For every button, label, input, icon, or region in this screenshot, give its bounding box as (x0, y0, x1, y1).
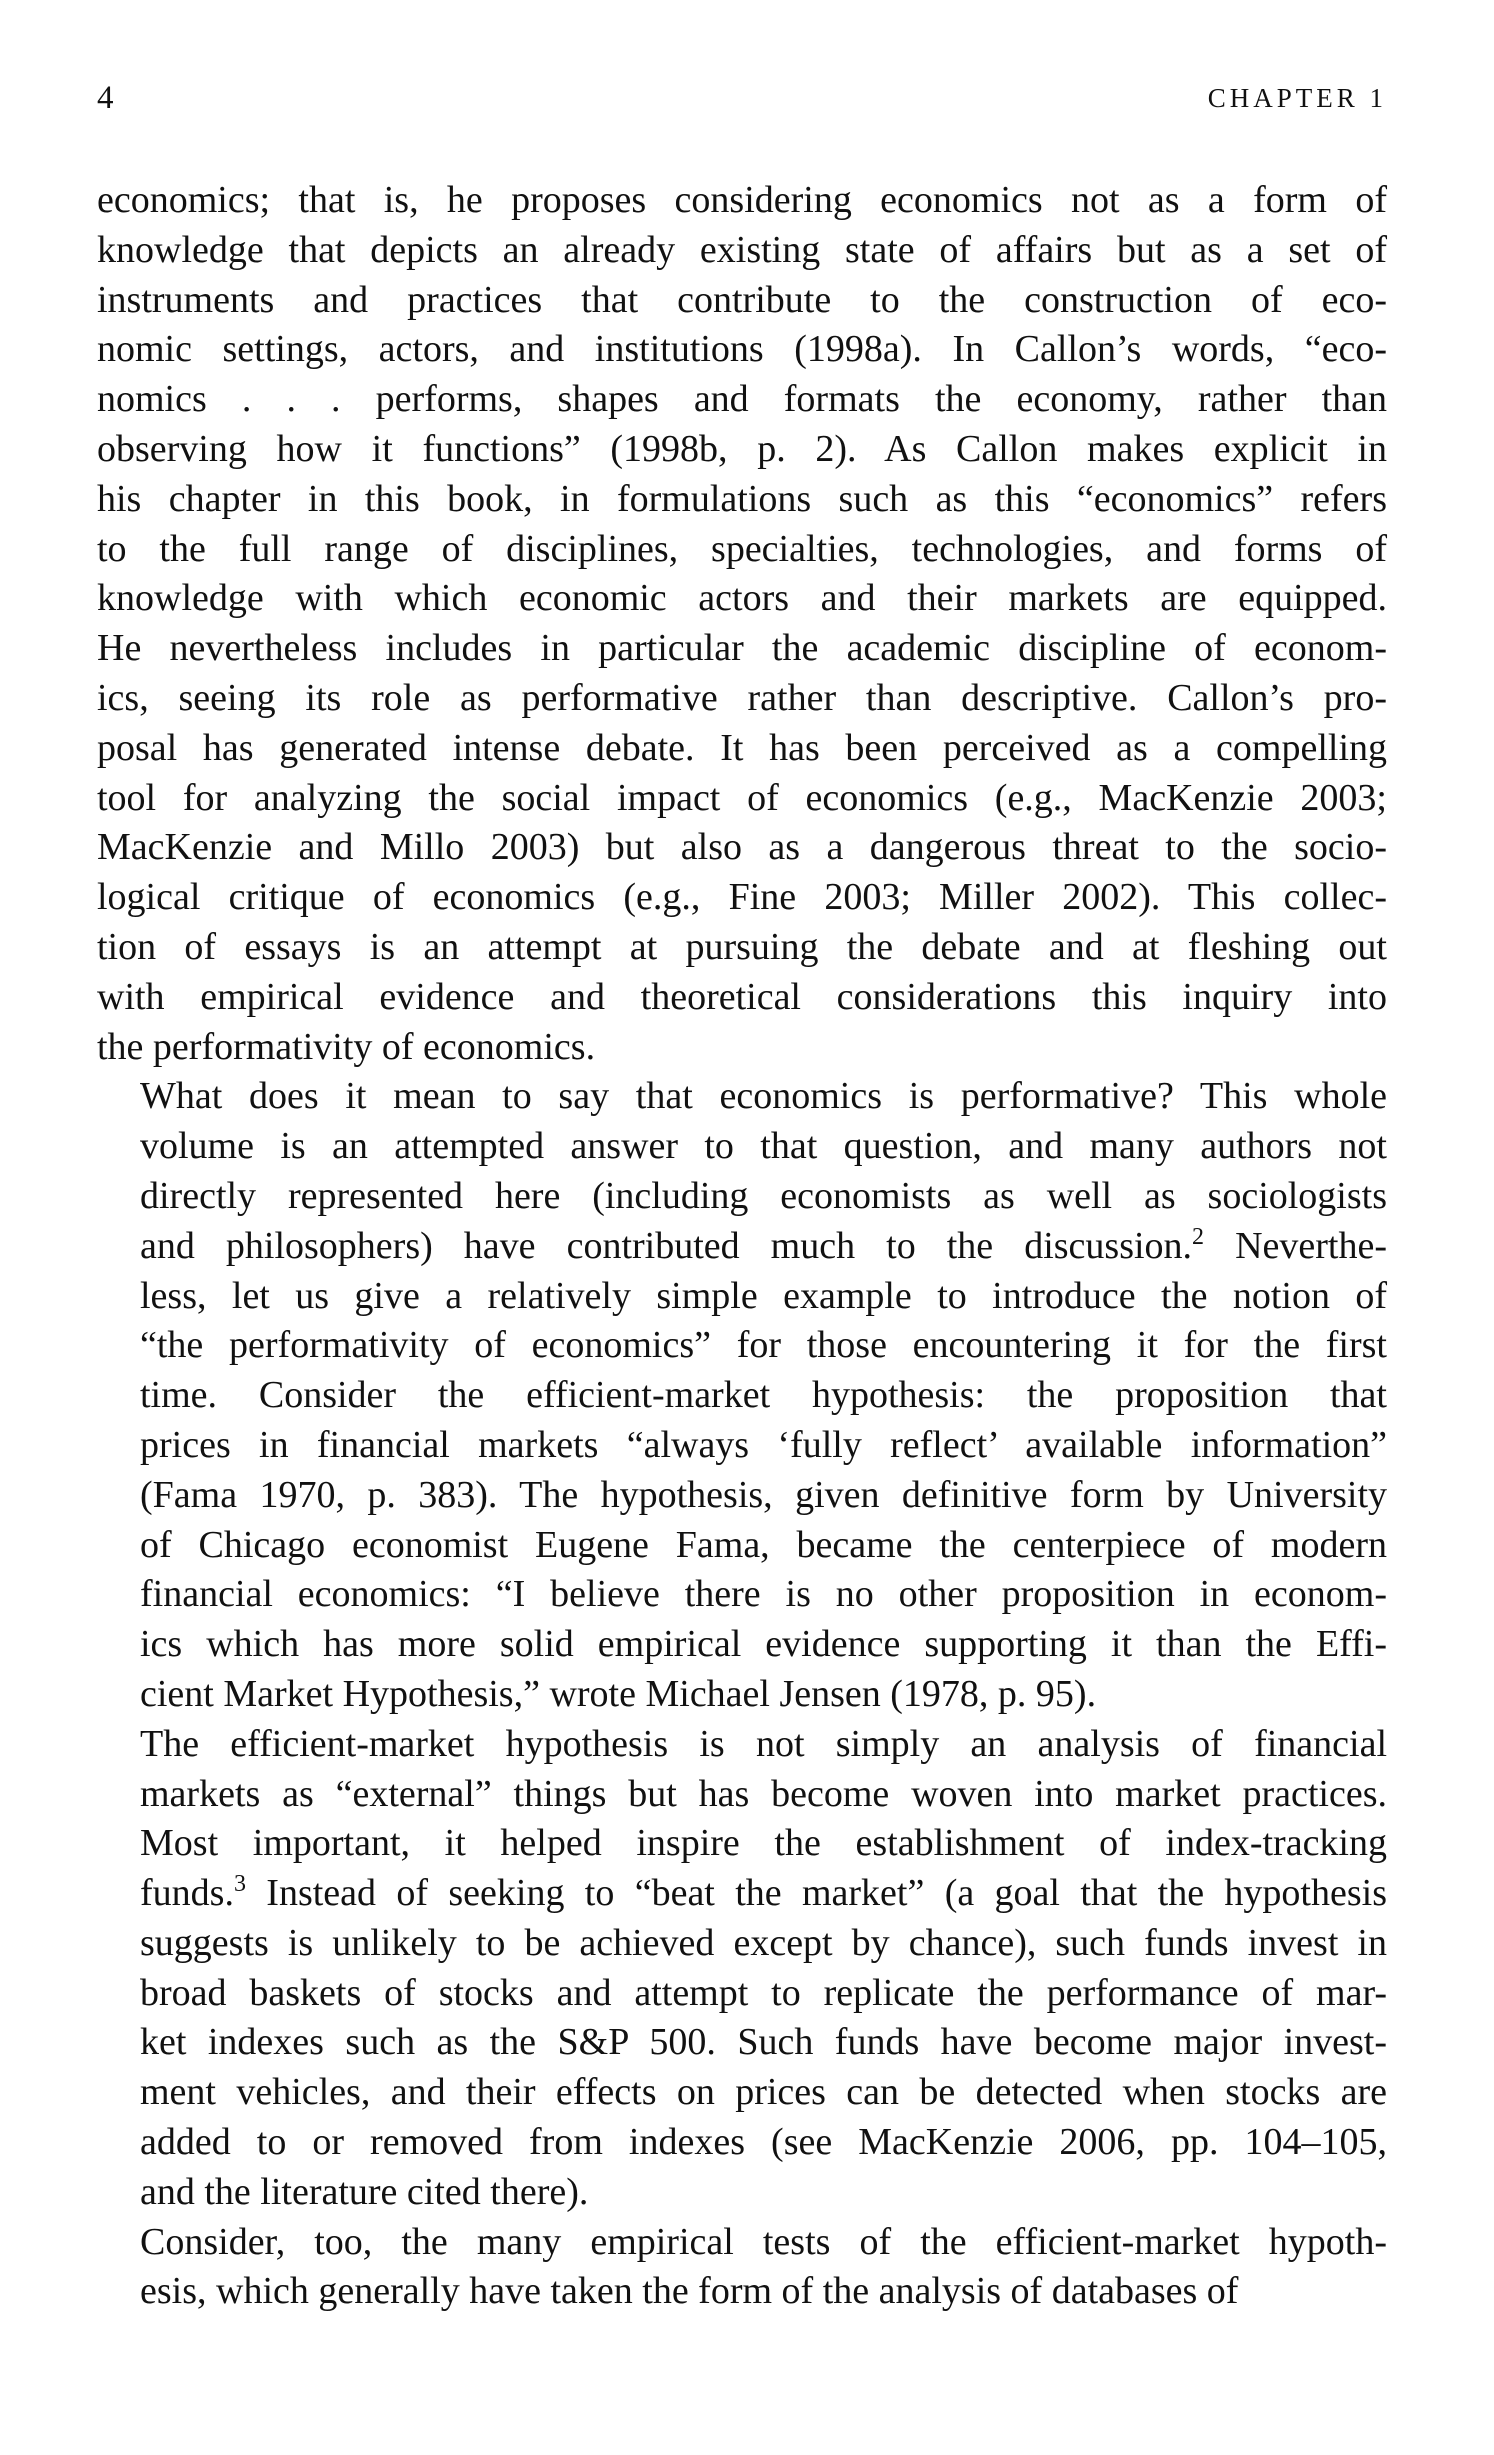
line-text: (Fama 1970, p. 383). The hypothesis, given definitive form by University (140, 1473, 1387, 1516)
line-text: broad baskets of stocks and attempt to replicate the performance of mar- (140, 1971, 1387, 2014)
line-text: the performativity of economics. (97, 1025, 596, 1068)
text-line (97, 1819, 1387, 1869)
paragraph (97, 176, 1387, 1072)
text-line (97, 2118, 1387, 2168)
text-line (97, 973, 1387, 1023)
text-line (97, 1471, 1387, 1521)
line-text: Consider, too, the many empirical tests of the efficient-market hypoth- (140, 2220, 1387, 2263)
line-text: cient Market Hypothesis,” wrote Michael Jensen (1978, p. 95). (140, 1672, 1097, 1715)
line-text: and philosophers) have contributed much to the discussion. (140, 1224, 1193, 1267)
line-text-continued: Neverthe- (1204, 1224, 1387, 1267)
text-line (97, 624, 1387, 674)
text-line (97, 1122, 1387, 1172)
text-line (97, 574, 1387, 624)
text-line (97, 1570, 1387, 1620)
line-text: nomics . . . performs, shapes and formats the economy, rather than (97, 378, 1387, 421)
line-text: ics, seeing its role as performative rather than descriptive. Callon’s pro- (97, 676, 1387, 719)
line-text: and the literature cited there). (140, 2170, 589, 2213)
text-line (97, 1421, 1387, 1471)
line-text: posal has generated intense debate. It has been perceived as a compelling (97, 726, 1387, 769)
text-line (97, 325, 1387, 375)
line-text: with empirical evidence and theoretical considerations this inquiry into (97, 975, 1387, 1018)
text-line (97, 774, 1387, 824)
line-text: directly represented here (including economists as well as sociologists (140, 1174, 1387, 1217)
text-line (97, 1521, 1387, 1571)
line-text: less, let us give a relatively simple example to introduce the notion of (140, 1274, 1387, 1317)
text-line (97, 1321, 1387, 1371)
text-line (97, 1770, 1387, 1820)
text-line (97, 1720, 1387, 1770)
line-text: Most important, it helped inspire the establishment of index-tracking (140, 1822, 1387, 1865)
paragraph (97, 2218, 1387, 2318)
text-line (97, 1172, 1387, 1222)
line-text: He nevertheless includes in particular the academic discipline of econom- (97, 627, 1387, 670)
line-text: added to or removed from indexes (see MacKenzie 2006, pp. 104–105, (140, 2121, 1387, 2164)
text-line (97, 475, 1387, 525)
line-text: esis, which generally have taken the form of the analysis of databases of (140, 2270, 1239, 2313)
chapter-label: CHAPTER 1 (1207, 83, 1387, 113)
footnote-marker: 2 (1192, 1223, 1205, 1250)
line-text: time. Consider the efficient-market hypothesis: the proposition that (140, 1374, 1387, 1417)
line-text-continued: Instead of seeking to “beat the market” (a goal that the hypothesis (245, 1872, 1387, 1915)
line-text: “the performativity of economics” for those encountering it for the first (140, 1324, 1387, 1367)
text-line (97, 873, 1387, 923)
text-line (97, 2267, 1387, 2317)
text-line (97, 2218, 1387, 2268)
text-line (97, 2068, 1387, 2118)
body-text (97, 176, 1387, 2317)
text-line (97, 1670, 1387, 1720)
line-text: instruments and practices that contribute to the construction of eco- (97, 278, 1387, 321)
text-line (97, 226, 1387, 276)
text-line (97, 2168, 1387, 2218)
line-text: ment vehicles, and their effects on prices can be detected when stocks are (140, 2071, 1387, 2114)
line-text: financial economics: “I believe there is no other proposition in econom- (140, 1573, 1387, 1616)
text-line (97, 2018, 1387, 2068)
running-head (97, 78, 1387, 118)
text-line (97, 823, 1387, 873)
line-text: economics; that is, he proposes considering economics not as a form of (97, 179, 1387, 221)
text-line (97, 1869, 1387, 1919)
line-text: ket indexes such as the S&P 500. Such funds have become major invest- (140, 2021, 1387, 2064)
line-text: logical critique of economics (e.g., Fine 2003; Miller 2002). This collec- (97, 876, 1387, 919)
line-text: MacKenzie and Millo 2003) but also as a dangerous threat to the socio- (97, 826, 1387, 869)
text-line (97, 375, 1387, 425)
line-text: volume is an attempted answer to that question, and many authors not (140, 1125, 1387, 1168)
line-text: ics which has more solid empirical evidence supporting it than the Effi- (140, 1623, 1387, 1666)
text-line (97, 724, 1387, 774)
text-line (97, 1072, 1387, 1122)
text-line (97, 1969, 1387, 2019)
footnote-marker: 3 (233, 1871, 246, 1898)
line-text: tool for analyzing the social impact of economics (e.g., MacKenzie 2003; (97, 776, 1387, 819)
line-text: his chapter in this book, in formulations such as this “economics” refers (97, 477, 1387, 520)
text-line (97, 1371, 1387, 1421)
line-text: to the full range of disciplines, specialties, technologies, and forms of (97, 527, 1387, 570)
line-text: markets as “external” things but has become woven into market practices. (140, 1772, 1387, 1815)
line-text: The efficient-market hypothesis is not simply an analysis of financial (140, 1722, 1387, 1765)
text-line (97, 1222, 1387, 1272)
line-text: nomic settings, actors, and institutions (1998a). In Callon’s words, “eco- (97, 328, 1387, 371)
text-line (97, 176, 1387, 226)
line-text: of Chicago economist Eugene Fama, became the centerpiece of modern (140, 1523, 1387, 1566)
line-text: knowledge with which economic actors and their markets are equipped. (97, 577, 1387, 620)
paragraph (97, 1720, 1387, 2218)
text-line (97, 425, 1387, 475)
line-text: funds. (140, 1872, 234, 1915)
text-line (97, 1023, 1387, 1073)
text-line (97, 1620, 1387, 1670)
text-line (97, 674, 1387, 724)
line-text: prices in financial markets “always ‘fully reflect’ available information” (140, 1423, 1387, 1466)
page-number: 4 (97, 80, 114, 116)
text-line (97, 923, 1387, 973)
text-line (97, 525, 1387, 575)
line-text: tion of essays is an attempt at pursuing the debate and at fleshing out (97, 925, 1387, 968)
text-line (97, 276, 1387, 326)
line-text: suggests is unlikely to be achieved except by chance), such funds invest in (140, 1921, 1387, 1964)
text-line (97, 1272, 1387, 1322)
line-text: knowledge that depicts an already existing state of affairs but as a set of (97, 228, 1387, 271)
text-line (97, 1919, 1387, 1969)
line-text: What does it mean to say that economics is performative? This whole (140, 1075, 1387, 1118)
line-text: observing how it functions” (1998b, p. 2). As Callon makes explicit in (97, 427, 1387, 470)
paragraph (97, 1072, 1387, 1719)
